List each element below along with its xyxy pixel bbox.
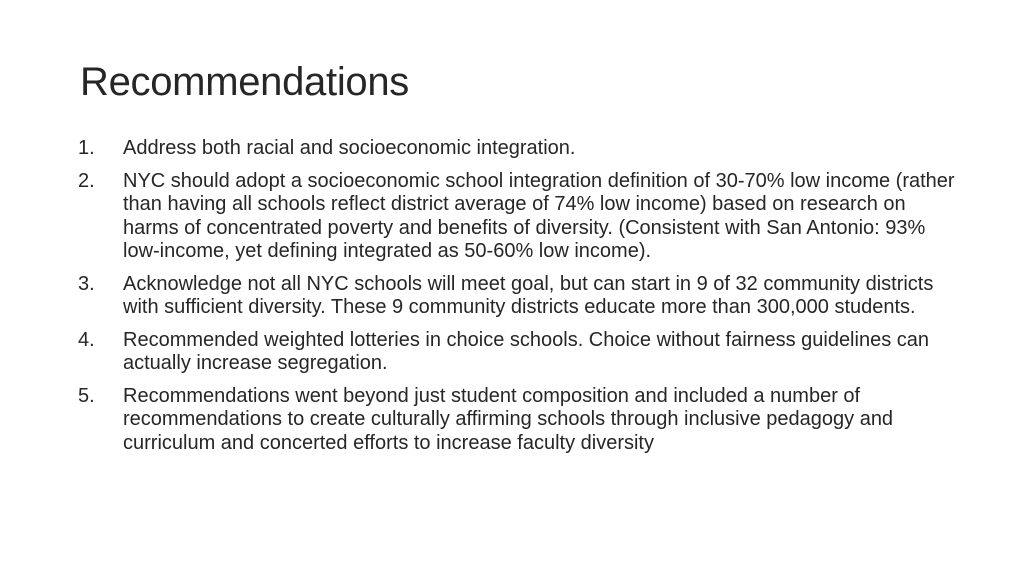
item-text: Recommended weighted lotteries in choice schools. Choice without fairness guidelines can actually increase segregation. <box>123 328 929 374</box>
item-number: 4. <box>78 328 95 351</box>
slide-title: Recommendations <box>80 60 409 104</box>
list-item <box>78 137 958 161</box>
item-text: Acknowledge not all NYC schools will meet goal, but can start in 9 of 32 community districts with sufficient diversity. These 9 community districts educate more than 300,000 students. <box>123 272 934 318</box>
item-number: 1. <box>78 137 95 159</box>
item-text: Address both racial and socioeconomic integration. <box>123 137 576 159</box>
list-item <box>78 273 958 320</box>
item-number: 5. <box>78 384 95 407</box>
item-text: Recommendations went beyond just student composition and included a number of recommendations to create culturally affirming schools through inclusive pedagogy and curriculum and concerted efforts to increase faculty diversity <box>123 384 894 454</box>
recommendations-list <box>78 137 958 464</box>
item-number: 2. <box>78 169 95 192</box>
list-item <box>78 170 958 264</box>
list-item <box>78 329 958 376</box>
list-item <box>78 385 958 456</box>
item-text: NYC should adopt a socioeconomic school integration definition of 30-70% low income (rather than having all schools reflect district average of 74% low income) based on research on harms of concentrated poverty and benefits of diversity. (Consistent with San Antonio: 93% low-income, yet defining integrated as 50-60% low income). <box>123 169 955 262</box>
item-number: 3. <box>78 272 95 295</box>
